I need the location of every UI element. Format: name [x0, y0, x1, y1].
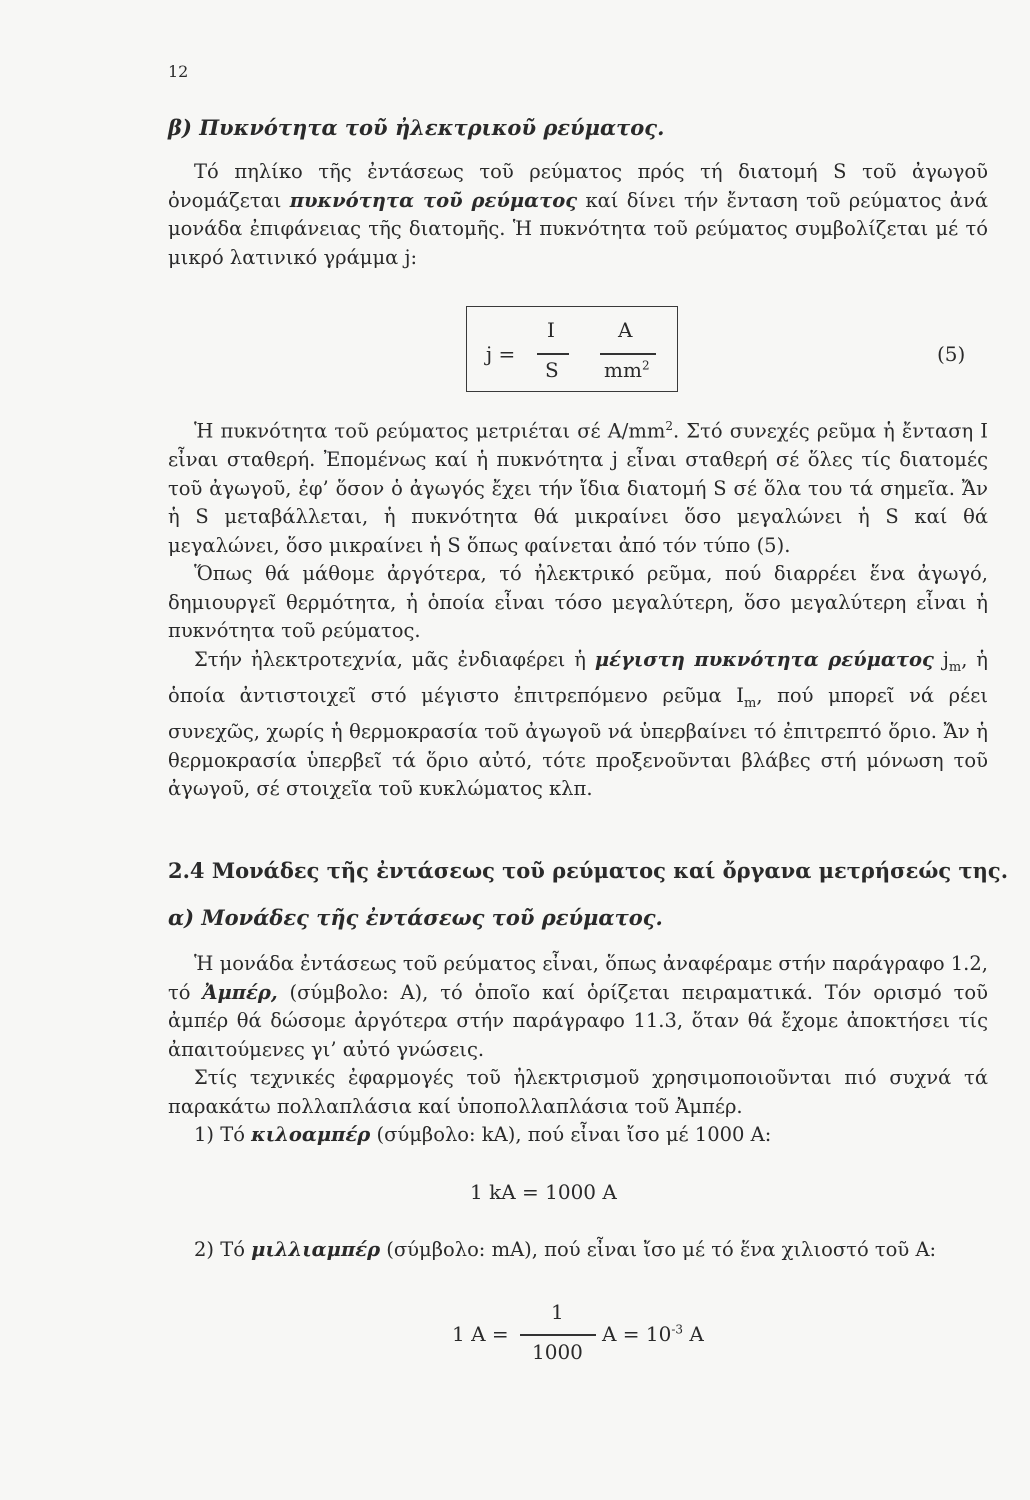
- equation-milliampere-denominator: 1000: [532, 1340, 583, 1364]
- term-ampere: Ἀμπέρ,: [202, 980, 278, 1004]
- text-run: (σύμβολο: kA), πού εἶναι ἴσο μέ 1000 A:: [370, 1123, 772, 1146]
- formula-lhs: j =: [486, 342, 516, 366]
- equation-kiloampere: 1 kA = 1000 A: [470, 1180, 617, 1204]
- formula-denominator: S: [545, 358, 559, 382]
- equation-number: (5): [937, 342, 966, 366]
- section-a-paragraph-2: Στίς τεχνικές ἐφαρμογές τοῦ ἠλεκτρισμοῦ χρησιμοποιοῦνται πιό συχνά τά παρακάτω πολλαπλάσια καί ὑποπολλαπλάσια τοῦ Ἀμπέρ.: [168, 1066, 988, 1118]
- subscript-m: m: [743, 695, 757, 711]
- text-run: Ἡ πυκνότητα τοῦ ρεύματος μετριέται σέ A/mm: [194, 419, 666, 443]
- formula-fraction-bar: [537, 353, 569, 355]
- term-current-density: πυκνότητα τοῦ ρεύματος: [289, 188, 578, 212]
- text-run: 1) Τό: [194, 1123, 252, 1146]
- text-run: 2) Τό: [194, 1238, 252, 1261]
- section-a-item-2: [168, 1236, 988, 1265]
- equation-milliampere-rhs: [602, 1322, 704, 1346]
- subscript-m: m: [948, 659, 962, 675]
- formula-numerator: I: [547, 318, 555, 342]
- text-run: . Στό συνεχές ρεῦμα ἡ ἔνταση I εἶναι σταθερή. Ἐπομένως καί ἡ πυκνότητα j εἶναι σταθερή σέ ὅλες τίς διατομές τοῦ ἀγωγοῦ, ἐφ’ ὅσον ὁ ἀγωγός ἔχει τήν ἴδια διατομή S σέ ὅλα του τά σημεῖα. Ἄν ἡ S μεταβάλλεται, ἡ πυκνότητα θά μικραίνει ὅσο μεγαλώνει ἡ S καί θά μεγαλώνει, ὅσο μικραίνει ἡ S ὅπως φαίνεται ἀπό τόν τύπο (5).: [168, 419, 988, 557]
- term-max-current-density: μέγιστη πυκνότητα ρεύματος: [594, 647, 934, 671]
- formula-unit-denominator: [604, 358, 650, 382]
- text-run: A = 10: [602, 1322, 672, 1346]
- section-2-4-heading: 2.4 Μονάδες τῆς ἐντάσεως τοῦ ρεύματος καί ὄργανα μετρήσεώς της.: [168, 858, 1008, 883]
- unit-ampere: A: [683, 1322, 704, 1346]
- symbol-j: j: [933, 647, 949, 671]
- text-run: Ἡ μονάδα ἐντάσεως τοῦ ρεύματος εἶναι, ὅπως ἀναφέραμε στήν παράγραφο 1.2, τό: [168, 952, 988, 1004]
- section-a-heading: α) Μονάδες τῆς ἐντάσεως τοῦ ρεύματος.: [168, 905, 663, 930]
- section-b-paragraph-4: [168, 646, 988, 804]
- list-item-kiloampere: [168, 1121, 988, 1150]
- text-run: , ἡ ὁποία ἀντιστοιχεῖ στό μέγιστο ἐπιτρεπόμενο ρεῦμα I: [168, 647, 988, 707]
- equation-milliampere-fraction-bar: [520, 1334, 596, 1336]
- section-b-paragraph-3: Ὅπως θά μάθομε ἀργότερα, τό ἠλεκτρικό ρεῦμα, πού διαρρέει ἕνα ἀγωγό, δημιουργεῖ θερμότητα, ἡ ὁποία εἶναι τόσο μεγαλύτερη, ὅσο μεγαλύτερη εἶναι ἡ πυκνότητα τοῦ ρεύματος.: [168, 562, 988, 642]
- section-b-paragraph-2: [168, 412, 988, 804]
- text-run: (σύμβολο: A), τό ὁποῖο καί ὁρίζεται πειραματικά. Τόν ορισμό τοῦ ἀμπέρ θά δώσομε ἀργότερα στήν παράγραφο 11.3, ὅταν θά ἔχομε ἀποκτήσει τίς ἀπαιτούμενες γι’ αὐτό γνώσεις.: [168, 980, 988, 1061]
- text-run: (σύμβολο: mA), πού εἶναι ἴσο μέ τό ἕνα χιλιοστό τοῦ A:: [380, 1238, 937, 1261]
- formula-unit-numerator: A: [618, 318, 633, 342]
- formula-unit-fraction-bar: [600, 353, 656, 355]
- text-run: Στήν ἠλεκτροτεχνία, μᾶς ἐνδιαφέρει ἡ: [194, 647, 595, 671]
- term-kiloampere: κιλοαμπέρ: [251, 1123, 371, 1146]
- section-a-body: [168, 950, 988, 1150]
- exponent: -3: [671, 1322, 684, 1337]
- text-run: Τό πηλίκο τῆς ἐντάσεως τοῦ ρεύματος πρός τή διατομή S τοῦ ἀγωγοῦ ὀνομάζεται: [168, 160, 988, 212]
- equation-milliampere-numerator: 1: [551, 1300, 564, 1324]
- term-milliampere: μιλλιαμπέρ: [251, 1238, 381, 1261]
- equation-milliampere-lhs: 1 A =: [452, 1322, 509, 1346]
- text-run: , πού μπορεῖ νά ρέει συνεχῶς, χωρίς ἡ θερμοκρασία τοῦ ἀγωγοῦ νά ὑπερβαίνει τό ἐπιτρεπτό ὅριο. Ἄν ἡ θερμοκρασία ὑπερβεῖ τά ὅριο αὐτό, τότε προξενοῦνται βλάβες στή μόνωση τοῦ ἀγωγοῦ, σέ στοιχεῖα τοῦ κυκλώματος κλπ.: [168, 683, 988, 801]
- section-a-paragraph-1: [168, 950, 988, 1064]
- page-number: 12: [168, 62, 189, 81]
- unit-mm: mm: [604, 358, 642, 382]
- unit-exponent: 2: [641, 358, 650, 373]
- section-b-heading: β) Πυκνότητα τοῦ ἠλεκτρικοῦ ρεύματος.: [168, 115, 665, 140]
- text-run: καί δίνει τήν ἔνταση τοῦ ρεύματος ἀνά μονάδα ἐπιφάνειας τῆς διατομῆς. Ἡ πυκνότητα τοῦ ρεύματος συμβολίζεται μέ τό μικρό λατινικό γράμμα j:: [168, 188, 988, 269]
- list-item-milliampere: [168, 1236, 988, 1265]
- section-b-paragraph-1: [168, 158, 988, 272]
- unit-exponent: 2: [665, 419, 673, 433]
